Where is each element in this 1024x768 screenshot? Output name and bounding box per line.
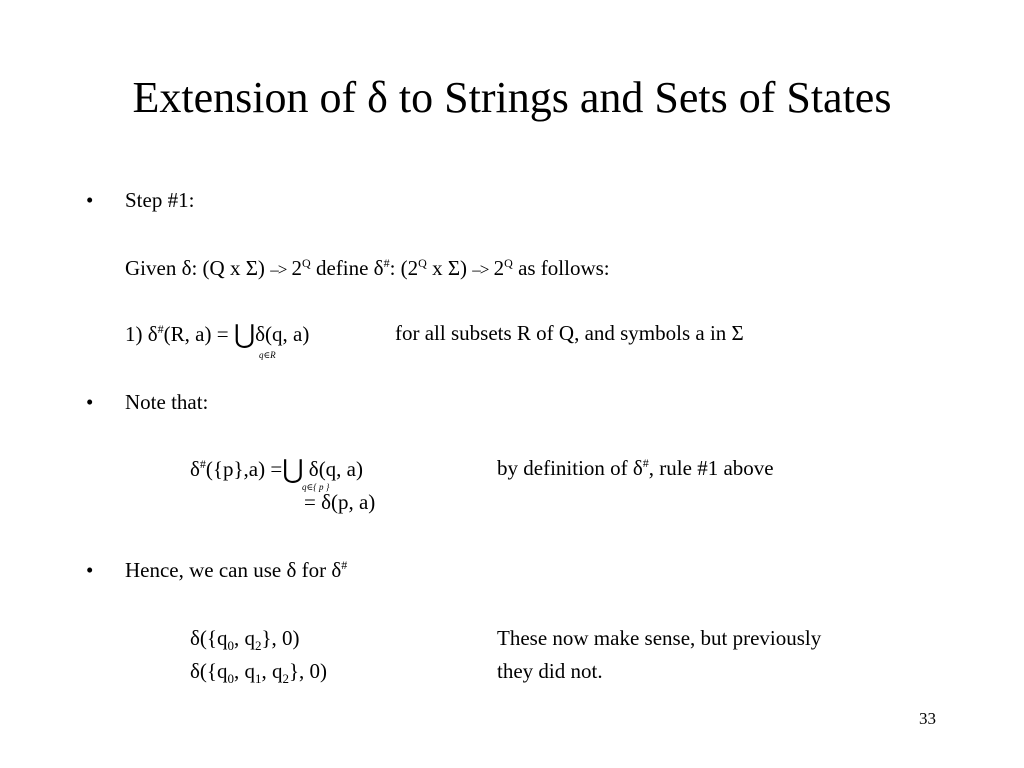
subscript: 1 [254,671,262,686]
union-subscript: q∈{ p } [302,482,330,492]
superscript: # [383,256,390,270]
subscript: 0 [227,638,234,653]
text-run: : (2 [389,256,419,280]
text-run: Given δ: (Q x Σ) [125,256,271,280]
text-run: }, 0) [288,659,328,683]
note-label: Note that: [125,390,209,414]
text-run: ({p},a) = [205,457,283,481]
rule1-description: for all subsets R of Q, and symbols a in Σ [395,321,744,345]
text-run: Hence, we can use δ for δ [125,558,342,582]
superscript: Q [418,256,427,270]
text-run: by definition of δ [497,456,643,480]
text-run: , rule #1 above [648,456,774,480]
union-subscript: q∈R [259,350,276,360]
bullet-dot: • [86,558,94,582]
superscript: # [642,456,649,470]
text-run: δ(q, a) [303,457,363,481]
superscript: # [157,322,164,336]
note-formula [190,455,363,485]
example-2 [190,658,327,687]
text-run: δ [190,457,200,481]
text-run: δ({q [190,626,228,650]
example-comment-2: they did not. [497,659,603,683]
rule1-formula [125,320,309,350]
union-symbol: ⋃ [233,320,256,350]
subscript: 0 [227,671,234,686]
text-run: δ({q [190,659,228,683]
arrow-symbol: –> [472,260,489,279]
subscript: 2 [254,638,262,653]
text-run: 2 [286,256,303,280]
text-run: 1) δ [125,322,158,346]
text-run: δ(q, a) [255,322,310,346]
text-run: define δ [310,256,384,280]
superscript: # [199,457,206,471]
note-result: = δ(p, a) [304,490,376,514]
superscript: # [341,558,348,572]
superscript: Q [504,256,513,270]
page-number: 33 [919,709,936,728]
arrow-symbol: –> [270,260,287,279]
text-run: 2 [488,256,505,280]
example-1 [190,625,300,654]
bullet-dot: • [86,390,94,414]
text-run: , q [233,659,255,683]
step1-label: Step #1: [125,188,195,212]
text-run: (R, a) = [163,322,234,346]
example-comment-1: These now make sense, but previously [497,626,822,650]
text-run: as follows: [512,256,610,280]
subscript: 2 [282,671,289,686]
text-run: , q [261,659,283,683]
note-comment [497,455,774,484]
hence-text [125,557,347,586]
union-symbol: ⋃ [282,455,304,485]
superscript: Q [302,256,311,270]
given-line [125,255,610,284]
bullet-dot: • [86,188,94,212]
slide-title: Extension of δ to Strings and Sets of States [132,73,892,122]
text-run: , q [233,626,255,650]
text-run: }, 0) [261,626,300,650]
text-run: x Σ) [426,256,473,280]
